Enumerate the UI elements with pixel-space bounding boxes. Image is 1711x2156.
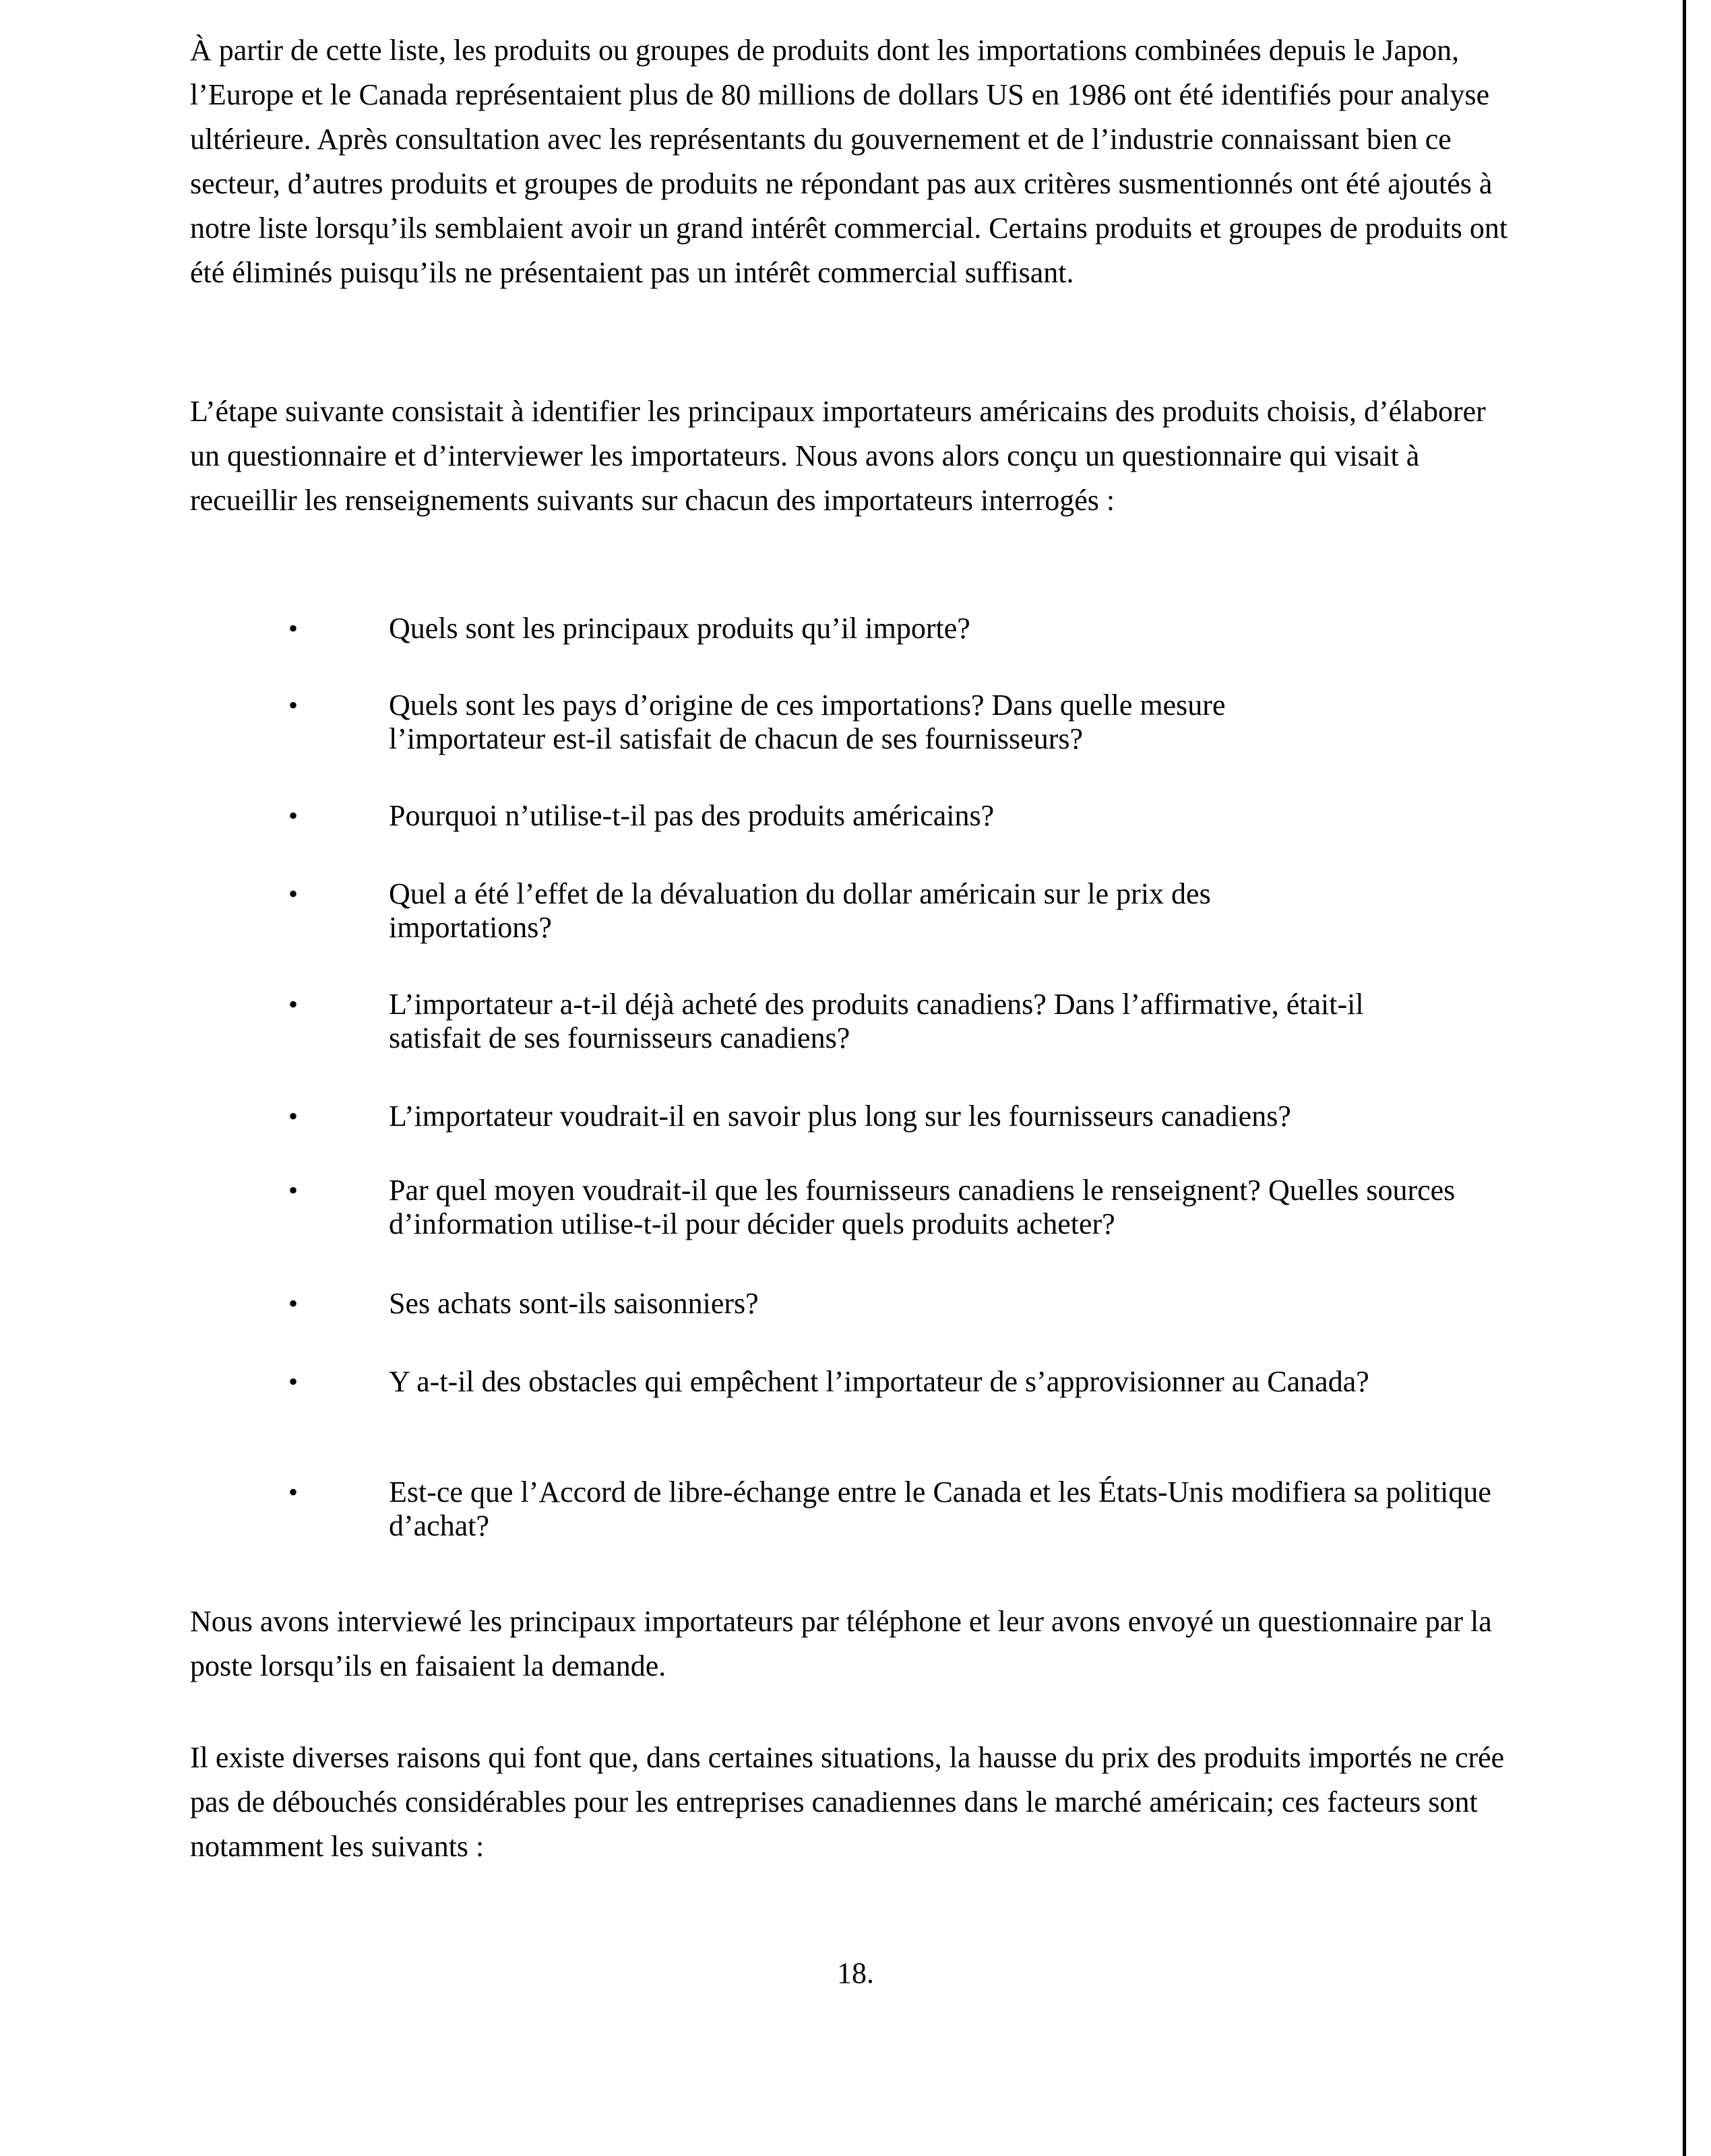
bullet-icon: • (288, 1477, 299, 1507)
page-number: 18. (837, 1957, 874, 1990)
bullet-text: Est-ce que l’Accord de libre-échange entre le Canada et les États-Unis modifiera sa politique d’achat? (389, 1476, 1491, 1542)
bullet-icon: • (288, 800, 299, 831)
bullet-icon: • (288, 690, 299, 720)
bullet-text: Quels sont les pays d’origine de ces importations? Dans quelle mesure l’importateur est-il satisfait de chacun de ses fournisseurs? (389, 689, 1226, 755)
bullet-text: Quel a été l’effet de la dévaluation du dollar américain sur le prix des importations? (389, 877, 1211, 944)
bullet-icon: • (288, 989, 299, 1019)
bullet-text: L’importateur a-t-il déjà acheté des produits canadiens? Dans l’affirmative, était-il satisfait de ses fournisseurs canadiens? (389, 988, 1364, 1054)
bullet-icon: • (288, 1101, 299, 1131)
bullet-text: Pourquoi n’utilise-t-il pas des produits américains? (389, 799, 995, 832)
paragraph-product-selection: À partir de cette liste, les produits ou groupes de produits dont les importations combinées depuis le Japon, l’Europe et le Canada représentaient plus de 80 millions de dollars US en 1986 ont été identifiés pour analyse ultérieure. Après consultation avec les représentants du gouvernement et de l’industrie connaissant bien ce secteur, d’autres produits et groupes de produits ne répondant pas aux critères susmentionnés ont été ajoutés à notre liste lorsqu’ils semblaient avoir un grand intérêt commercial. Certains produits et groupes de produits ont été éliminés puisqu’ils ne présentaient pas un intérêt commercial suffisant. (190, 34, 1508, 289)
paragraph-factors-intro: Il existe diverses raisons qui font que, dans certaines situations, la hausse du prix des produits importés ne crée pas de débouchés considérables pour les entreprises canadiennes dans le marché américain; ces facteurs sont notamment les suivants : (190, 1741, 1505, 1863)
bullet-icon: • (288, 1175, 299, 1205)
bullet-text: Y a-t-il des obstacles qui empêchent l’importateur de s’approvisionner au Canada? (389, 1365, 1369, 1398)
bullet-text: Par quel moyen voudrait-il que les fournisseurs canadiens le renseignent? Quelles sources d’information utilise-t-il pour décider quels produits acheter? (389, 1174, 1456, 1240)
page-edge-rule (1683, 0, 1686, 2156)
bullet-icon: • (288, 1366, 299, 1397)
bullet-text: Ses achats sont-ils saisonniers? (389, 1287, 759, 1320)
bullet-text: Quels sont les principaux produits qu’il importe? (389, 612, 970, 645)
bullet-icon: • (288, 613, 299, 643)
paragraph-questionnaire-intro: L’étape suivante consistait à identifier les principaux importateurs américains des produits choisis, d’élaborer un questionnaire et d’interviewer les importateurs. Nous avons alors conçu un questionnaire qui visait à recueillir les renseignements suivants sur chacun des importateurs interrogés : (190, 395, 1486, 517)
bullet-icon: • (288, 1288, 299, 1319)
paragraph-interview-method: Nous avons interviewé les principaux importateurs par téléphone et leur avons envoyé un questionnaire par la poste lorsqu’ils en faisaient la demande. (190, 1605, 1492, 1682)
bullet-text: L’importateur voudrait-il en savoir plus long sur les fournisseurs canadiens? (389, 1100, 1291, 1133)
bullet-icon: • (288, 879, 299, 909)
